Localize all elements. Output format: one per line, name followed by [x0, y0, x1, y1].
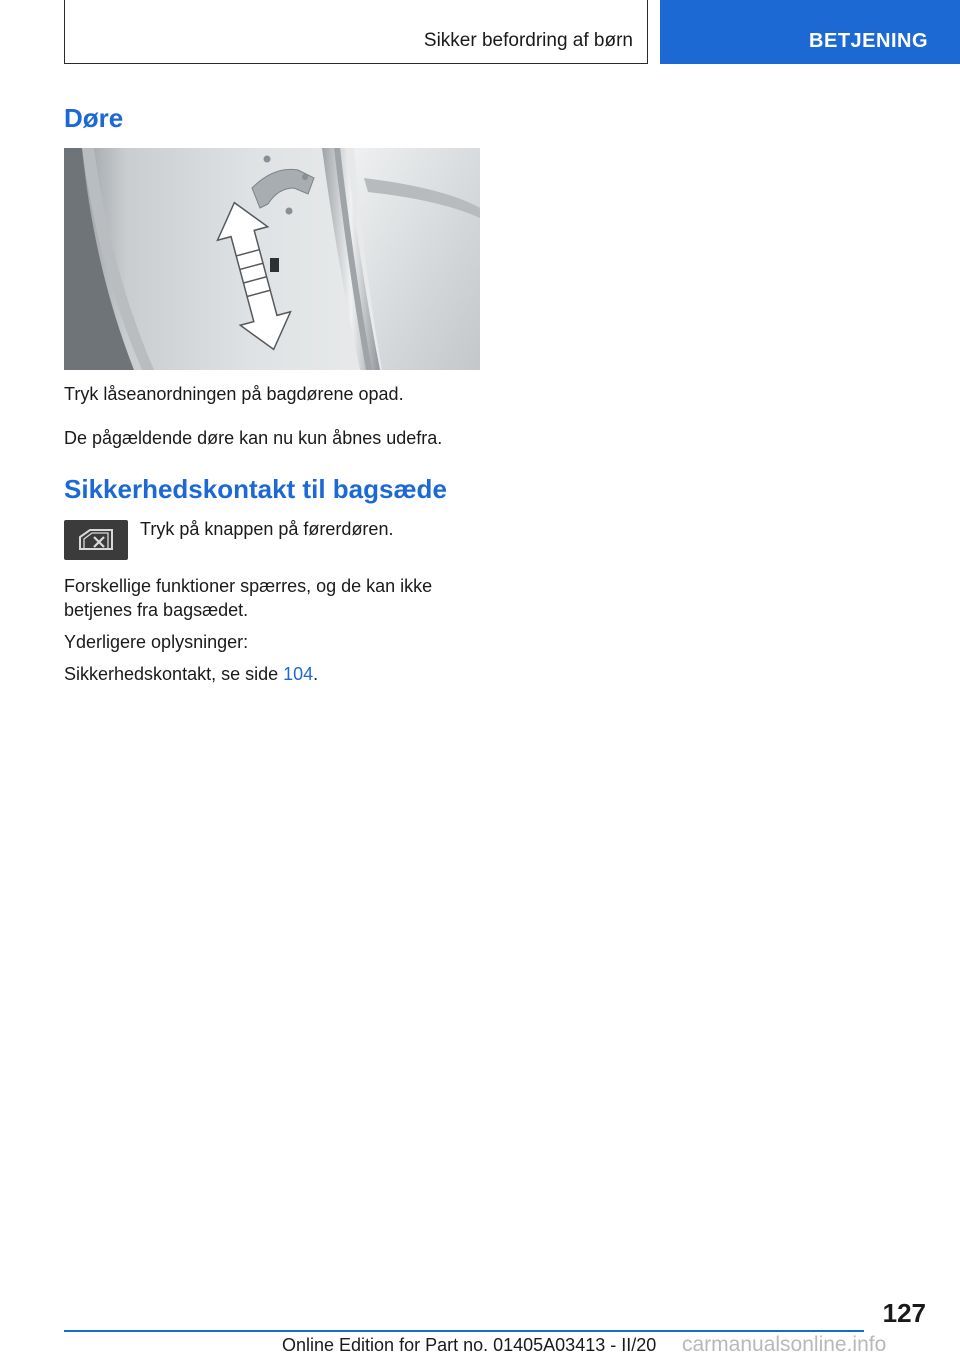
safety-switch-desc-line1: Forskellige funktioner spærres, og de kan ikke: [64, 576, 433, 596]
safety-switch-instruction: Tryk på knappen på førerdøren.: [140, 519, 394, 539]
footer-edition-text: Online Edition for Part no. 01405A03413 - II/20: [282, 1335, 657, 1355]
chapter-tab-label: BETJENING: [809, 30, 928, 52]
header-section-box: [64, 0, 648, 64]
header-chapter-tab[interactable]: [660, 0, 960, 64]
doors-result-text: De pågældende døre kan nu kun åbnes udefra.: [64, 428, 443, 448]
child-lock-door-illustration: [64, 148, 480, 370]
doors-instruction-text: Tryk låseanordningen på bagdørene opad.: [64, 384, 404, 404]
safety-switch-desc-line2: betjenes fra bagsædet.: [64, 600, 249, 620]
header-section-title: Sikker befordring af børn: [423, 30, 633, 51]
page-number: 127: [882, 1298, 926, 1328]
rear-window-lock-icon: [64, 520, 128, 560]
more-info-label: Yderligere oplysninger:: [64, 632, 249, 652]
rear-window-lock-icon-svg: [76, 527, 116, 553]
footer-watermark: carmanualsonline.info: [682, 1333, 887, 1356]
footer-divider: [64, 1330, 864, 1332]
cross-reference-end: .: [313, 664, 319, 684]
cross-reference-page-link[interactable]: 104: [283, 664, 314, 684]
door-illustration-svg: [64, 148, 480, 370]
cross-reference: [64, 662, 484, 686]
section-title-safety-switch: Sikkerhedskontakt til bagsæde: [64, 474, 447, 504]
cross-reference-text: Sikkerhedskontakt, se side: [64, 664, 284, 684]
section-title-doors: Døre: [64, 103, 124, 133]
